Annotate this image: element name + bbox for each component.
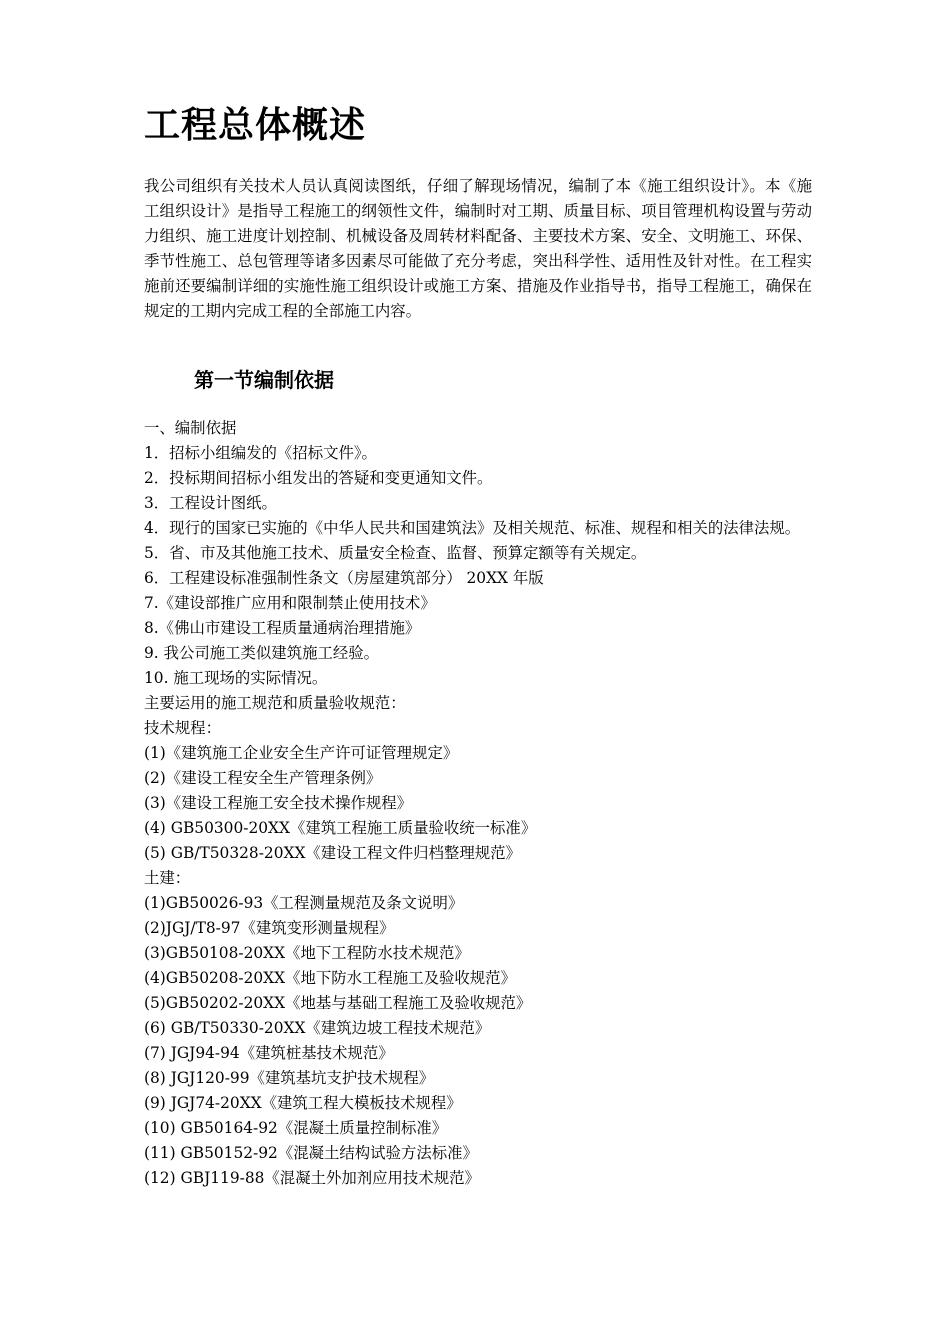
basis-line: 10. 施工现场的实际情况。 bbox=[144, 669, 328, 687]
basis-line: (4)GB50208-20XX《地下防水工程施工及验收规范》 bbox=[144, 969, 516, 987]
basis-line: 6．工程建设标准强制性条文（房屋建筑部分） 20XX 年版 bbox=[144, 569, 544, 587]
basis-line: (9) JGJ74-20XX《建筑工程大模板技术规程》 bbox=[144, 1094, 462, 1112]
basis-line: (12) GBJ119-88《混凝土外加剂应用技术规范》 bbox=[144, 1169, 480, 1187]
basis-line: 土建： bbox=[144, 869, 191, 887]
basis-line: 一、编制依据 bbox=[144, 419, 237, 437]
basis-line: (1)GB50026-93《工程测量规范及条文说明》 bbox=[144, 894, 464, 912]
basis-line: 技术规程： bbox=[144, 719, 221, 737]
basis-line: (8) JGJ120-99《建筑基坑支护技术规程》 bbox=[144, 1069, 435, 1087]
basis-line: (6) GB/T50330-20XX《建筑边坡工程技术规范》 bbox=[144, 1019, 491, 1037]
basis-line: (1)《建筑施工企业安全生产许可证管理规定》 bbox=[144, 744, 459, 762]
basis-line: 1．招标小组编发的《招标文件》。 bbox=[144, 444, 377, 462]
basis-line: 9. 我公司施工类似建筑施工经验。 bbox=[144, 644, 380, 662]
basis-line: (5) GB/T50328-20XX《建设工程文件归档整理规范》 bbox=[144, 844, 521, 862]
basis-line: 4．现行的国家已实施的《中华人民共和国建筑法》及相关规范、标准、规程和相关的法律法规。 bbox=[144, 519, 801, 537]
basis-line: 8.《佛山市建设工程质量通病治理措施》 bbox=[144, 619, 421, 637]
basis-line: (10) GB50164-92《混凝土质量控制标准》 bbox=[144, 1119, 448, 1137]
basis-line: (11) GB50152-92《混凝土结构试验方法标准》 bbox=[144, 1144, 478, 1162]
basis-line: (4) GB50300-20XX《建筑工程施工质量验收统一标准》 bbox=[144, 819, 537, 837]
basis-line: (2)《建设工程安全生产管理条例》 bbox=[144, 769, 382, 787]
basis-line: (2)JGJ/T8-97《建筑变形测量规程》 bbox=[144, 919, 395, 937]
basis-line: (7) JGJ94-94《建筑桩基技术规范》 bbox=[144, 1044, 394, 1062]
basis-line: (5)GB50202-20XX《地基与基础工程施工及验收规范》 bbox=[144, 994, 532, 1012]
intro-paragraph: 我公司组织有关技术人员认真阅读图纸，仔细了解现场情况，编制了本《施工组织设计》。本《施工组织设计》是指导工程施工的纲领性文件，编制时对工期、质量目标、项目管理机构设置与劳动力组织、施工进度计划控制、机械设备及周转材料配备、主要技术方案、安全、文明施工、环保、季节性施工、总包管理等诸多因素尽可能做了充分考虑，突出科学性、适用性及针对性。在工程实施前还要编制详细的实施性施工组织设计或施工方案、措施及作业指导书，指导工程施工，确保在规定的工期内完成工程的全部施工内容。 bbox=[144, 177, 812, 320]
basis-line: 3．工程设计图纸。 bbox=[144, 494, 277, 512]
document-title: 工程总体概述 bbox=[144, 105, 367, 146]
basis-line: 7.《建设部推广应用和限制禁止使用技术》 bbox=[144, 594, 436, 612]
basis-line: 主要运用的施工规范和质量验收规范： bbox=[144, 694, 406, 712]
basis-line: 5．省、市及其他施工技术、质量安全检查、监督、预算定额等有关规定。 bbox=[144, 544, 647, 562]
document-page bbox=[144, 100, 812, 1191]
section-heading: 第一节编制依据 bbox=[194, 368, 334, 392]
basis-line: (3)《建设工程施工安全技术操作规程》 bbox=[144, 794, 413, 812]
basis-list bbox=[144, 416, 812, 1191]
basis-line: 2．投标期间招标小组发出的答疑和变更通知文件。 bbox=[144, 469, 493, 487]
basis-line: (3)GB50108-20XX《地下工程防水技术规范》 bbox=[144, 944, 470, 962]
